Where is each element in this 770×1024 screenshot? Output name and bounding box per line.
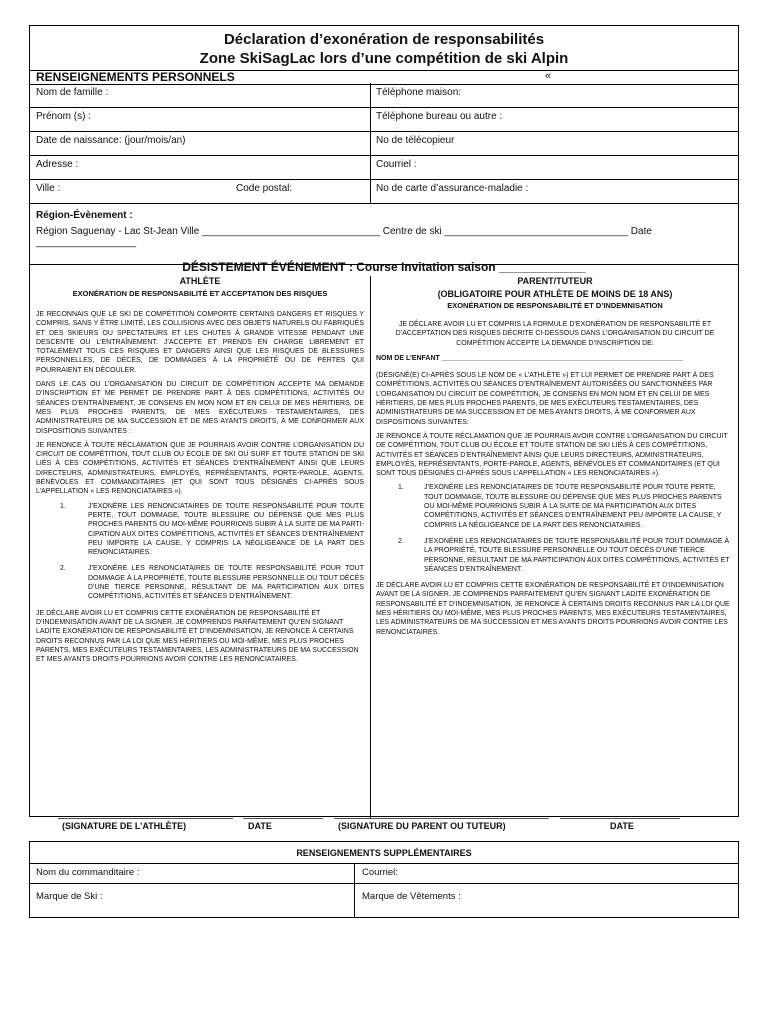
row-naissance — [30, 131, 738, 156]
parent-item-1-num: 1. — [398, 484, 404, 492]
athlete-item-2-num: 2. — [60, 565, 66, 573]
additional-info-divider — [354, 863, 355, 917]
additional-info-rule-1 — [30, 863, 738, 864]
parent-para-4: JE DÉCLARE AVOIR LU ET COMPRIS CETTE EXONÉRATION DE RESPONSABILITÉ ET D’INDEMNISATION AVANT DE LA SIGNER. JE COMPRENDS PARFAITEMENT QU’EN SIGNANT LADITE EXONÉRATION DE RESPONSABILITÉ ET D’INDEMNISATION, JE RENONCE À CERTAINS DROITS RECONNUS PAR LA LOI QUE MES HÉRITIERS OU MOI-MÊME, MES PLUS PROCHES PARENTS, MES EXÉCUTEURS TESTAMENTAIRES, LES ADMINISTRATEURS DE MA SUCCESSION ET MES AYANTS DROITS POURRIONS AVOIR CONTRE LES RENONCIATAIRES. — [376, 582, 730, 636]
parent-para-2: (DÉSIGNÉ(E) CI-APRÈS SOUS LE NOM DE « L’ATHLÈTE ») ET LUI PERMET DE PRENDRE PART À DES COMPÉTITIONS, ACTIVITÉS OU SÉANCES D’ENTRAÎNEMENT AUTORISÉES OU SANCTIONNÉES PAR L’ORGANISATION DU CIRCUIT DE COMPÉTITION, JE CONSENS EN MON NOM ET EN CELUI DE MES HÉRITIERS, DE MES PLUS PROCHES PARENTS, DE MES EXÉCUTEURS TESTAMENTAIRES, DES ADMINISTRATEURS DE MA SUCCESSION ET DE MES AYANTS DROITS, À ME CONFORMER AUX DISPOSITIONS SUIVANTES: — [376, 372, 714, 426]
naissance-field[interactable]: Date de naissance: (jour/mois/an) — [36, 135, 186, 146]
athlete-item-2 — [60, 564, 364, 601]
athlete-signature-line[interactable] — [58, 818, 233, 819]
athlete-para-3: JE RENONCE À TOUTE RÉCLAMATION QUE JE POURRAIS AVOIR CONTRE L’ORGANISATION DU CIRCUIT DE COMPÉTITION, TOUT CLUB OU ÉCOLE DE SKI OU SURF ET TOUTE STATION DE SKI LIÉS À CES COMPÉTITIONS, ACTIVITÉS ET SÉANCES D’ENTRAÎNEMENT AINSI QUE LEURS DIRECTEURS, ADMINISTRATEURS, EMPLOYÉS, REPRÉSENTANTS, PORTE-PAROLE, AGENTS, BÉNÉVOLES ET COMMANDITAIRES (ET QUI SONT TOUS DÉSIGNÉS CI-APRÈS SOUS L’APPELLATION « LES RENONCIATAIRES »). — [36, 441, 364, 496]
row-prenom — [30, 107, 738, 132]
parent-text — [376, 320, 734, 642]
waiver-form — [29, 25, 739, 817]
parent-heading: PARENT/TUTEUR — [517, 276, 593, 286]
athlete-date-label: DATE — [248, 821, 272, 831]
athlete-item-1-num: 1. — [60, 502, 66, 510]
parent-signature-label: (SIGNATURE DU PARENT OU TUTEUR) — [338, 821, 506, 831]
prenom-field[interactable]: Prénom (s) : — [36, 111, 92, 122]
desistement-title: DÉSISTEMENT ÉVÉNEMENT : Course Invitation saison _____________ — [182, 260, 586, 274]
desistement-divider — [370, 276, 371, 818]
athlete-heading: ATHLÈTE — [179, 276, 221, 286]
athlete-date-line[interactable] — [243, 818, 323, 819]
row-adresse — [30, 155, 738, 180]
tel-maison-field[interactable]: Téléphone maison: — [376, 87, 462, 98]
athlete-item-1-text: J’EXONÈRE LES RENONCIATAIRES DE TOUTE RESPONSABILITÉ POUR TOUTE PERTE, TOUT DOMMAGE, TOUTE BLESSURE OU DÉPENSE QUE MES PLUS PROCHES PARENTS OU MOI-MÊME POURRIONS SUBIR À LA SUITE DE MA PARTI-CIPATION AUX DITES COMPÉTITIONS, ACTIVITÉS ET SÉANCES D’ENTRAÎNEMENT PEU IMPORTE LA CAUSE, Y COMPRIS LA NÉGLIGEANCE DE LA PART DES RENONCIATAIRES. — [88, 502, 364, 557]
parent-subheading-2: EXONÉRATION DE RESPONSABILITÉ ET D’INDEMNISATION — [447, 301, 663, 310]
guillemet-mark: « — [545, 70, 552, 82]
courriel-field[interactable]: Courriel : — [376, 159, 417, 170]
personal-info-title: RENSEIGNEMENTS PERSONNELS — [36, 70, 235, 84]
marque-vetements-field[interactable]: Marque de Vêtements : — [362, 891, 461, 902]
nom-field[interactable]: Nom de famille : — [36, 87, 109, 98]
tel-bureau-field[interactable]: Téléphone bureau ou autre : — [376, 111, 503, 122]
code-postal-field[interactable]: Code postal: — [236, 183, 293, 194]
parent-para-3: JE RENONCE À TOUTE RÉCLAMATION QUE JE POURRAIS AVOIR CONTRE L’ORGANISATION DU CIRCUIT DE COMPÉTITION, TOUT CLUB OU ÉCOLE ET TOUTE STATION DE SKI LIÉS À CES COMPÉTITIONS, ACTIVITÉS ET SÉANCES D’ENTRAÎNEMENT AINSI QUE LEURS DIRECTEURS, ADMINISTRATEURS, EMPLOYÉS, REPRÉSENTANTS, PORTE-PAROLE, AGENTS, BÉNÉVOLES ET COMMANDITAIRES (ET QUI SONT TOUS DÉSIGNÉS CI-APRÈS SOUS L’APPELLATION « LES RENONCIATAIRES »). — [376, 432, 728, 478]
region-header: Région-Évènement : — [36, 210, 133, 221]
parent-item-2-num: 2. — [398, 537, 404, 545]
parent-date-label: DATE — [610, 821, 634, 831]
parent-para-1: JE DÉCLARE AVOIR LU ET COMPRIS LA FORMULE D’EXONÉRATION DE RESPONSABILITÉ ET D’ACCEPTATION DES RISQUES DÉCRITE CI-DESSOUS DANS L’ORGANISATION DU CIRCUIT DE COMPÉTITION ACCEPTE LA DEMANDE D’INSCRIPTION DE: — [395, 321, 715, 347]
additional-info-title: RENSEIGNEMENTS SUPPLÉMENTAIRES — [296, 848, 472, 858]
row-ville — [30, 179, 738, 204]
parent-item-1 — [398, 483, 734, 529]
assurance-field[interactable]: No de carte d’assurance-maladie : — [376, 183, 529, 194]
athlete-para-1: JE RECONNAIS QUE LE SKI DE COMPÉTITION COMPORTE CERTAINS DANGERS ET RISQUES Y COMPRIS, SANS Y ÊTRE LIMITÉ, LES COLLISIONS AVEC DES OBJETS NATURELS OU FABRIQUÉS ET DES SKIEURS OU SPECTATEURS ET LES CHUTES À GRANDE VITESSE PENDANT UNE DESCENTE OU L’ENTRAÎNEMENT. J’ACCEPTE ET PRENDS EN CHARGE LIBREMENT ET TOTALEMENT TOUS CES RISQUES ET DANGERS AINSI QUE LES RISQUES DE BLESSURES PERSONNELLES, DE DÉCÈS, DE DOMMAGES À LA PROPRIÉTÉ OU DE PERTES QUI POURRAIENT EN DÉCOULER. — [36, 311, 364, 374]
athlete-text — [36, 310, 364, 669]
athlete-item-1 — [60, 502, 364, 558]
ville-field[interactable]: Ville : — [36, 183, 61, 194]
courriel-commanditaire-field[interactable]: Courriel: — [362, 867, 398, 878]
column-divider — [370, 83, 371, 203]
adresse-field[interactable]: Adresse : — [36, 159, 79, 170]
form-title-line2: Zone SkiSagLac lors d’une compétition de ski Alpin — [199, 50, 569, 67]
additional-info-box — [29, 841, 739, 918]
marque-ski-field[interactable]: Marque de Ski : — [36, 891, 103, 902]
athlete-para-4: JE DÉCLARE AVOIR LU ET COMPRIS CETTE EXONÉRATION DE RESPONSABILITÉ ET D’INDEMNISATION AVANT DE LA SIGNER. JE COMPRENDS PARFAITEMENT QU’EN SIGNANT LADITE EXONÉRATION DE RESPONSABILITÉ ET D’INDEMNISATION, JE RENONCE À CERTAINS DROITS RECONNUS PAR LA LOI QUE MES HÉRITIERS OU MOI-MÊME, MES PLUS PROCHES PARENTS, MES EXÉCUTEURS TESTAMENTAIRES, LES ADMINISTRATEURS DE MA SUCCESSION ET MES AYANTS DROITS POURRIONS AVOIR CONTRE LES RENONCIATAIRES. — [36, 609, 359, 664]
row-nom — [30, 83, 738, 108]
additional-info-rule-2 — [30, 883, 738, 884]
athlete-subheading: EXONÉRATION DE RESPONSABILITÉ ET ACCEPTATION DES RISQUES — [72, 289, 328, 298]
telecopieur-field[interactable]: No de télécopieur — [376, 135, 455, 146]
nom-enfant-field[interactable]: NOM DE L’ENFANT ______________________________________________________________ — [376, 354, 684, 362]
parent-item-2 — [398, 537, 734, 574]
parent-item-1-text: J’EXONÈRE LES RENONCIATAIRES DE TOUTE RESPONSABILITÉ POUR TOUTE PERTE, TOUT DOMMAGE, TOUTE BLESSURE OU DÉPENSE QUE MES PLUS PROCHES PARENTS OU MOI-MÊME POURRIONS SUBIR À LA SUITE DE MA PARTICIPATION AUX DITES COMPÉTITIONS, ACTIVITÉS ET SÉANCES D’ENTRAÎNEMENT PEU IMPORTE LA CAUSE, Y COMPRIS LA NÉGLIGEANCE DE LA PART DES RENONCIATAIRES. — [424, 484, 722, 529]
parent-date-line[interactable] — [560, 818, 680, 819]
region-line[interactable]: Région Saguenay - Lac St-Jean Ville ________________________________ Centre de ski _________________________________ Date __________________ — [36, 226, 652, 248]
commanditaire-field[interactable]: Nom du commanditaire : — [36, 867, 140, 878]
parent-subheading: (OBLIGATOIRE POUR ATHLÈTE DE MOINS DE 18 ANS) — [437, 289, 673, 299]
parent-item-2-text: J’EXONÈRE LES RENONCIATAIRES DE TOUTE RESPONSABILITÉ POUR TOUT DOMMAGE À LA PROPRIÉTÉ, TOUTE BLESSURE PERSONNELLE OU TOUT DÉCÈS D’UNE TIERCE PERSONNE, RÉSULTANT DE MA PARTICIPATION AUX DITES COMPÉTITIONS, ACTIVITÉS ET SÉANCES D’ENTRAÎNEMENT. — [424, 537, 730, 573]
form-title-line1: Déclaration d’exonération de responsabilités — [223, 31, 545, 48]
athlete-item-2-text: J’EXONÈRE LES RENONCIATAIRES DE TOUTE RESPONSABILITÉ POUR TOUT DOMMAGE À LA PROPRIÉTÉ, TOUTE BLESSURE PERSONNELLE OU TOUT DÉCÈS D’UNE TIERCE PERSONNE, RÉSULTANT DE MA PARTICIPATION AUX DITES COMPÉTITIONS, ACTIVITÉS ET SÉANCES D’ENTRAÎNEMENT. — [88, 565, 364, 601]
athlete-para-2: DANS LE CAS OU L’ORGANISATION DU CIRCUIT DE COMPÉTITION ACCEPTE MA DEMANDE D’INSCRIPTION ET ME PERMET DE PRENDRE PART À DES COMPÉTITIONS, ACTIVITÉS OU SÉANCES D’ENTRAÎNEMENT, JE CONSENS EN MON NOM ET EN CELUI DE MES HÉRITIERS, DE MES PLUS PROCHES PARENTS, DE MES EXÉCUTEURS TESTAMENTAIRES, DES ADMINISTRATEURS DE MA SUCCESSION ET DE MES AYANTS DROITS, À ME CONFORMER AUX DISPOSITIONS SUIVANTES : — [36, 381, 364, 435]
parent-signature-line[interactable] — [334, 818, 549, 819]
athlete-signature-label: (SIGNATURE DE L’ATHLÈTE) — [62, 821, 187, 831]
